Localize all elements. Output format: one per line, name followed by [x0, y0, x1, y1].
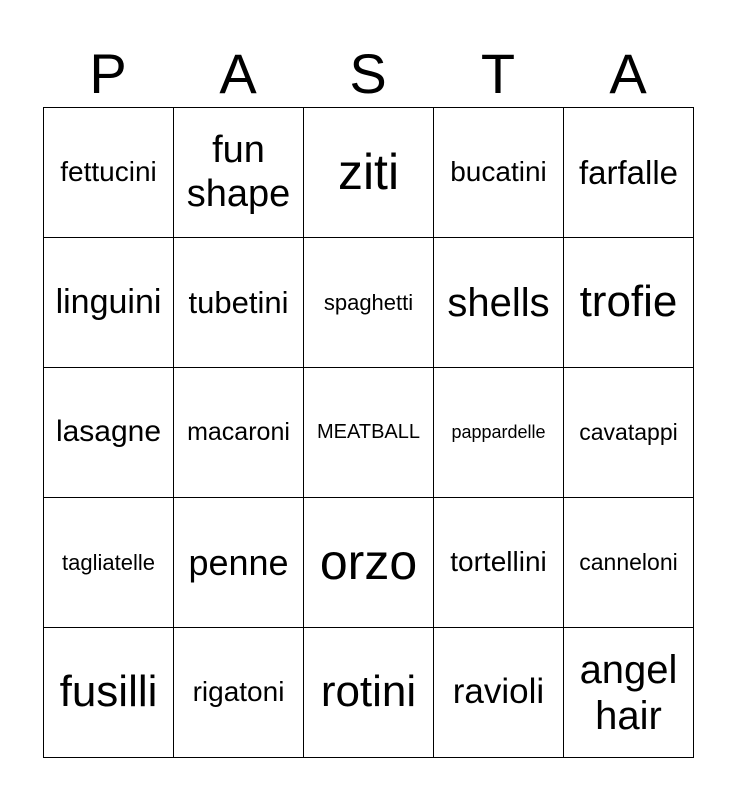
header-letter: A — [219, 42, 257, 105]
bingo-cell[interactable]: lasagne — [44, 368, 174, 498]
header-letter: A — [609, 42, 647, 105]
bingo-board — [43, 107, 694, 758]
bingo-cell[interactable]: fun shape — [174, 108, 304, 238]
bingo-cell[interactable]: farfalle — [564, 108, 694, 238]
bingo-cell[interactable]: penne — [174, 498, 304, 628]
bingo-cell[interactable]: canneloni — [564, 498, 694, 628]
bingo-cell[interactable]: macaroni — [174, 368, 304, 498]
bingo-cell[interactable]: rotini — [304, 628, 434, 758]
bingo-cell[interactable]: cavatappi — [564, 368, 694, 498]
bingo-cell[interactable]: MEATBALL — [304, 368, 434, 498]
header-letter: T — [480, 42, 516, 105]
bingo-cell[interactable]: ravioli — [434, 628, 564, 758]
bingo-cell[interactable]: rigatoni — [174, 628, 304, 758]
bingo-cell[interactable]: linguini — [44, 238, 174, 368]
bingo-cell[interactable]: tagliatelle — [44, 498, 174, 628]
header-letter: P — [89, 42, 127, 105]
bingo-cell[interactable]: angel hair — [564, 628, 694, 758]
bingo-cell[interactable]: pappardelle — [434, 368, 564, 498]
bingo-cell[interactable]: tortellini — [434, 498, 564, 628]
bingo-cell[interactable]: shells — [434, 238, 564, 368]
bingo-cell[interactable]: trofie — [564, 238, 694, 368]
bingo-cell[interactable]: fettucini — [44, 108, 174, 238]
bingo-cell[interactable]: bucatini — [434, 108, 564, 238]
bingo-cell[interactable]: ziti — [304, 108, 434, 238]
bingo-header — [43, 40, 693, 108]
bingo-cell[interactable]: fusilli — [44, 628, 174, 758]
header-letter: S — [349, 42, 387, 105]
bingo-cell[interactable]: orzo — [304, 498, 434, 628]
bingo-cell[interactable]: tubetini — [174, 238, 304, 368]
bingo-cell[interactable]: spaghetti — [304, 238, 434, 368]
